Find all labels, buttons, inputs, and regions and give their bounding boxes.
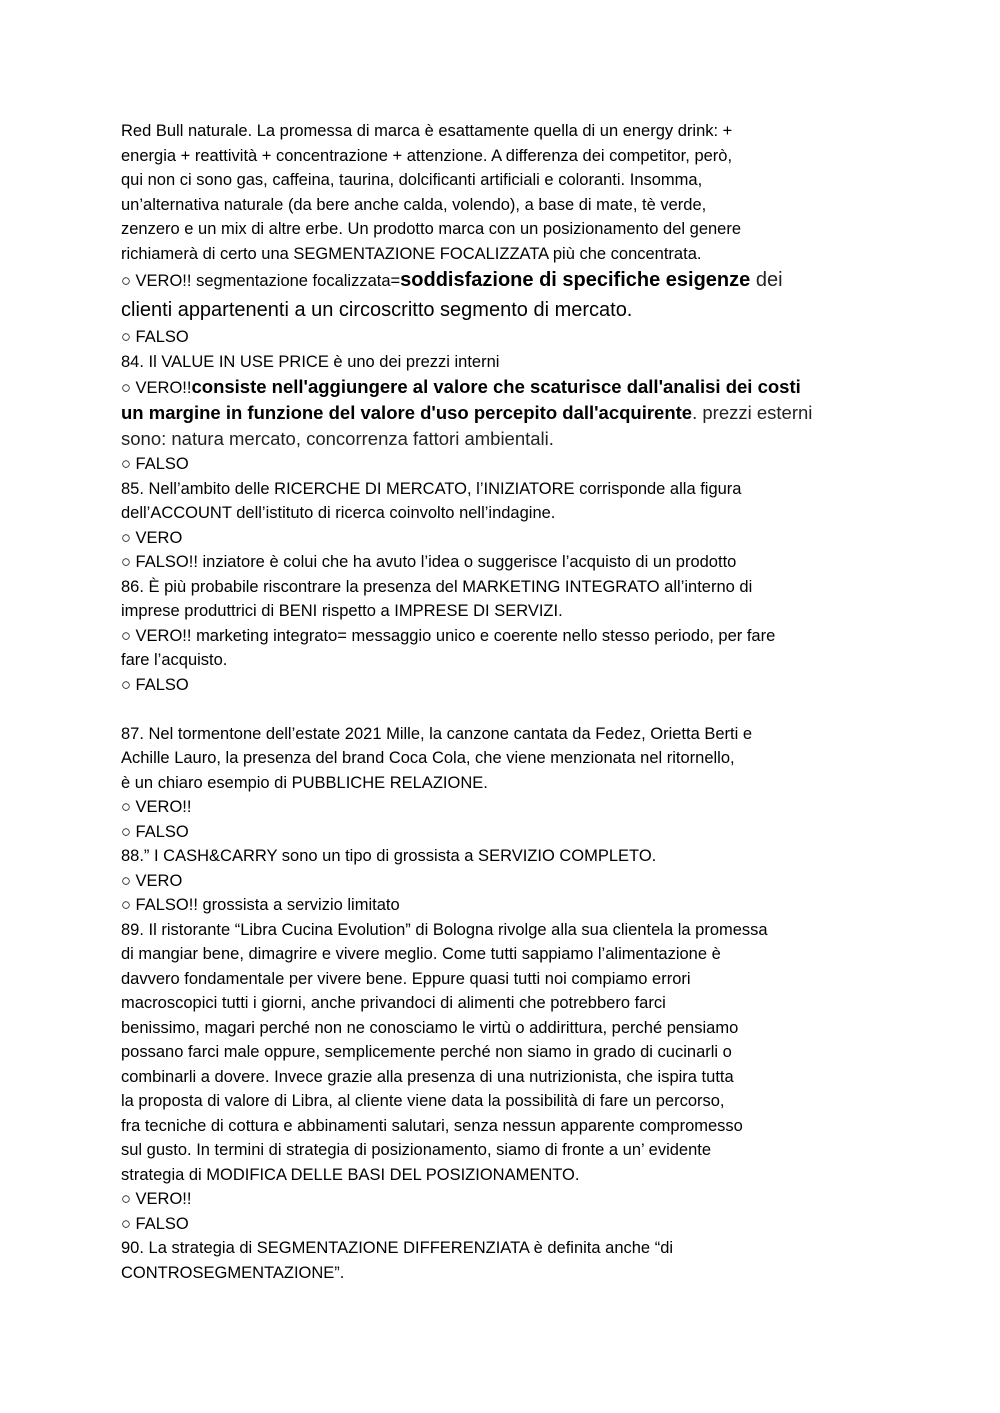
intro-line: un’alternativa naturale (da bere anche calda, volendo), a base di mate, tè verde, xyxy=(121,195,707,214)
q90-question: 90. La strategia di SEGMENTAZIONE DIFFERENZIATA è definita anche “di xyxy=(121,1239,674,1257)
intro-line: energia + reattività + concentrazione + attenzione. A differenza dei competitor, però, xyxy=(121,146,733,165)
q89-question-line: benissimo, magari perché non ne conosciamo le virtù o addirittura, perché pensiamo xyxy=(121,1018,739,1037)
q89-question-line: possano farci male oppure, semplicemente perché non siamo in grado di cucinarli o xyxy=(121,1043,732,1061)
q83-vero-line2: clienti appartenenti a un circoscritto segmento di mercato. xyxy=(121,298,633,321)
q87-vero-option: ○ VERO!! xyxy=(121,798,192,816)
q89-question-line: strategia di MODIFICA DELLE BASI DEL POSIZIONAMENTO. xyxy=(121,1165,580,1184)
q85-question: 85. Nell’ambito delle RICERCHE DI MERCATO, l’INIZIATORE corrisponde alla figura xyxy=(121,479,742,498)
q86-question: 86. È più probabile riscontrare la presenza del MARKETING INTEGRATO all’interno di xyxy=(121,577,753,596)
q83-vero-suffix: dei xyxy=(750,269,783,291)
q84-falso-option: ○ FALSO xyxy=(121,455,189,473)
q83-falso-option: ○ FALSO xyxy=(121,328,189,346)
q86-vero-answer: ○ VERO!! marketing integrato= messaggio unico e coerente nello stesso periodo, per fare xyxy=(121,626,776,645)
spacer xyxy=(121,697,921,722)
q84-question: 84. Il VALUE IN USE PRICE è uno dei prezzi interni xyxy=(121,352,500,371)
q84-vero-prefix: ○ VERO!! xyxy=(121,379,192,397)
q89-vero-option: ○ VERO!! xyxy=(121,1190,192,1208)
q89-question-line: 89. Il ristorante “Libra Cucina Evolution” di Bologna rivolge alla sua clientela la promessa xyxy=(121,920,768,939)
intro-line: zenzero e un mix di altre erbe. Un prodotto marca con un posizionamento del genere xyxy=(121,220,742,238)
q84-vero-answer xyxy=(121,374,921,400)
q84-vero-line3: sono: natura mercato, concorrenza fattori ambientali. xyxy=(121,428,554,449)
document-page xyxy=(121,119,921,1285)
q89-falso-option: ○ FALSO xyxy=(121,1214,189,1233)
q83-vero-prefix: ○ VERO!! segmentazione focalizzata= xyxy=(121,272,401,290)
q84-vero-tail2: . prezzi esterni xyxy=(692,402,813,423)
q87-falso-option: ○ FALSO xyxy=(121,822,189,841)
q89-question-line: fra tecniche di cottura e abbinamenti salutari, senza nessun apparente compromesso xyxy=(121,1116,743,1135)
q85-falso-answer: ○ FALSO!! inziatore è colui che ha avuto l’idea o suggerisce l’acquisto di un prodotto xyxy=(121,553,737,571)
q87-question: Achille Lauro, la presenza del brand Coca Cola, che viene menzionata nel ritornello, xyxy=(121,749,735,767)
q85-vero-option: ○ VERO xyxy=(121,528,183,547)
q88-vero-option: ○ VERO xyxy=(121,871,183,890)
intro-line: qui non ci sono gas, caffeina, taurina, dolcificanti artificiali e coloranti. Insomma, xyxy=(121,171,703,189)
q84-vero-bold2: un margine in funzione del valore d'uso percepito dall'acquirente xyxy=(121,402,693,423)
q84-vero-bold1: consiste nell'aggiungere al valore che scaturisce dall'analisi dei costi xyxy=(191,376,801,397)
q88-question: 88.” I CASH&CARRY sono un tipo di grossista a SERVIZIO COMPLETO. xyxy=(121,847,657,865)
q86-falso-option: ○ FALSO xyxy=(121,675,189,694)
q89-question-line: combinarli a dovere. Invece grazie alla presenza di una nutrizionista, che ispira tutta xyxy=(121,1067,734,1086)
q86-vero-answer: fare l’acquisto. xyxy=(121,651,228,669)
q87-question: è un chiaro esempio di PUBBLICHE RELAZIONE. xyxy=(121,773,488,792)
q86-question: imprese produttrici di BENI rispetto a IMPRESE DI SERVIZI. xyxy=(121,602,563,620)
q89-question-line: sul gusto. In termini di strategia di posizionamento, siamo di fronte a un’ evidente xyxy=(121,1141,712,1159)
q89-question-line: di mangiar bene, dimagrire e vivere meglio. Come tutti sappiamo l’alimentazione è xyxy=(121,945,721,963)
q89-question-line: macroscopici tutti i giorni, anche privandoci di alimenti che potrebbero farci xyxy=(121,994,666,1012)
q85-question: dell’ACCOUNT dell’istituto di ricerca coinvolto nell’indagine. xyxy=(121,504,556,522)
q83-vero-answer xyxy=(121,266,921,296)
q84-vero-line2 xyxy=(121,400,921,426)
q87-question: 87. Nel tormentone dell’estate 2021 Mille, la canzone cantata da Fedez, Orietta Berti e xyxy=(121,724,753,743)
intro-line: richiamerà di certo una SEGMENTAZIONE FOCALIZZATA più che concentrata. xyxy=(121,244,702,263)
q89-question-line: davvero fondamentale per vivere bene. Eppure quasi tutti noi compiamo errori xyxy=(121,969,691,988)
intro-line: Red Bull naturale. La promessa di marca è esattamente quella di un energy drink: + xyxy=(121,122,733,140)
q83-vero-bold: soddisfazione di specifiche esigenze xyxy=(400,269,751,291)
q88-falso-answer: ○ FALSO!! grossista a servizio limitato xyxy=(121,896,400,914)
q90-question: CONTROSEGMENTAZIONE”. xyxy=(121,1263,345,1282)
q89-question-line: la proposta di valore di Libra, al cliente viene data la possibilità di fare un percorso, xyxy=(121,1092,725,1110)
